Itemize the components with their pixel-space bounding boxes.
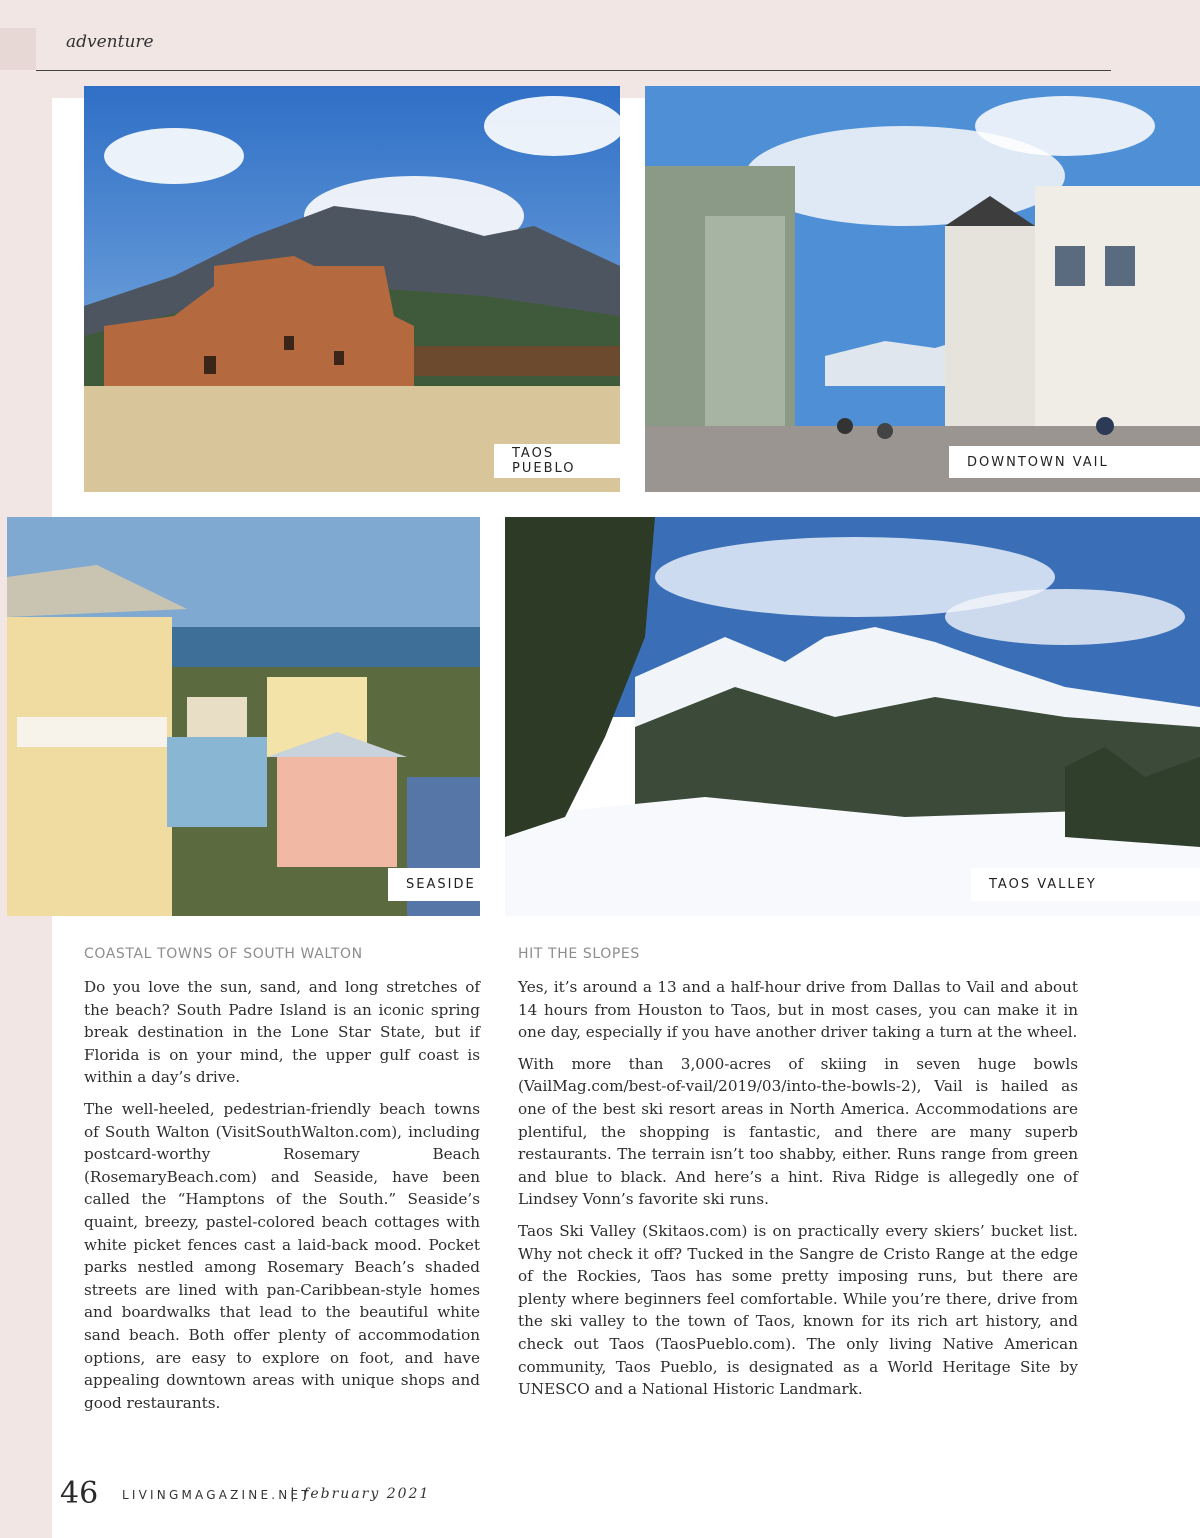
- taos-pueblo-photo: [84, 86, 620, 492]
- downtown-vail-photo: [645, 86, 1200, 492]
- corner-tab: [0, 28, 36, 70]
- left-column-heading: COASTAL TOWNS OF SOUTH WALTON: [84, 946, 363, 962]
- right-column-heading: HIT THE SLOPES: [518, 946, 640, 962]
- right-paragraph: Taos Ski Valley (Skitaos.com) is on practically every skiers’ bucket list. Why not check it off? Tucked in the Sangre de Cristo Range at the edge of the Rockies, Taos has some pretty imposing runs, but there are plenty where beginners feel comfortable. While you’re there, drive from the ski valley to the town of Taos, known for its rich art history, and check out Taos (TaosPueblo.com). The only living Native American community, Taos Pueblo, is designated as a World Heritage Site by UNESCO and a National Historic Landmark.: [518, 1221, 1078, 1399]
- right-paragraph: With more than 3,000-acres of skiing in seven huge bowls (VailMag.com/best-of-vail/2019/03/into-the-bowls-2), Vail is hailed as one of the best ski resort areas in North America. Accommodations are plentiful, the shopping is fantastic, and there are many superb restaurants. The terrain isn’t too shabby, either. Runs range from green and blue to black. And here’s a hint. Riva Ridge is allegedly one of Lindsey Vonn’s favorite ski runs.: [518, 1054, 1078, 1209]
- caption-downtown-vail: DOWNTOWN VAIL: [949, 446, 1200, 478]
- left-paragraph: The well-heeled, pedestrian-friendly beach towns of South Walton (VisitSouthWalton.com), including postcard-worthy Rosemary Beach (RosemaryBeach.com) and Seaside, have been called the “Hamptons of the South.” Seaside’s quaint, breezy, pastel-colored beach cottages with white picket fences cast a laid-back mood. Pocket parks nestled among Rosemary Beach’s shaded streets are lined with pan-Caribbean-style homes and boardwalks that lead to the beautiful white sand beach. Both offer plenty of accommodation options, are easy to explore on foot, and have appealing downtown areas with unique shops and good restaurants.: [84, 1099, 480, 1412]
- seaside-photo: [7, 517, 480, 916]
- left-article-column: [84, 946, 480, 1423]
- caption-seaside: SEASIDE: [388, 868, 480, 901]
- section-label: adventure: [66, 32, 154, 52]
- footer-date: | february 2021: [290, 1486, 431, 1502]
- taos-valley-photo: [505, 517, 1200, 916]
- caption-taos-valley: TAOS VALLEY: [971, 868, 1200, 901]
- right-article-column: [518, 946, 1078, 1410]
- left-paragraph: Do you love the sun, sand, and long stretches of the beach? South Padre Island is an iconic spring break destination in the Lone Star State, but if Florida is on your mind, the upper gulf coast is within a day’s drive.: [84, 978, 480, 1087]
- footer-site: LIVINGMAGAZINE.NET: [122, 1488, 312, 1502]
- right-paragraph: Yes, it’s around a 13 and a half-hour drive from Dallas to Vail and about 14 hours from Houston to Taos, but in most cases, you can make it in one day, especially if you have another driver taking a turn at the wheel.: [518, 978, 1078, 1042]
- header-divider: [36, 70, 1111, 71]
- page-number: 46: [60, 1476, 99, 1511]
- caption-taos-pueblo: TAOS PUEBLO: [494, 444, 620, 478]
